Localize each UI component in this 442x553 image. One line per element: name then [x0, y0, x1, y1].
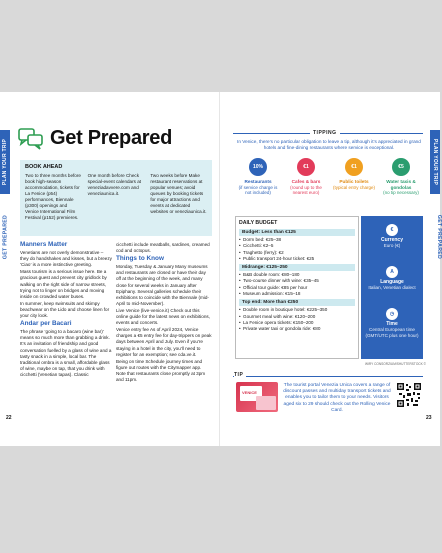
- page-number-left: 22: [6, 415, 12, 421]
- tip-note: (typical entry charge): [332, 184, 376, 190]
- clock-icon: ◷: [386, 308, 398, 320]
- budget-tier-midrange: Midrange: €125–250: [239, 264, 355, 271]
- tip-item-water-taxis: [378, 158, 424, 196]
- info-time: [361, 308, 423, 338]
- tipping-label: TIPPING: [310, 130, 340, 136]
- heading-things-to-know: Things to Know: [116, 255, 164, 263]
- info-value: Central European time (GMT/UTC plus one hour): [365, 327, 419, 338]
- tip-badge: €1: [297, 158, 315, 176]
- budget-item: • Traghetto (ferry): €2: [239, 250, 355, 256]
- side-section-label-left: GET PREPARED: [2, 214, 9, 260]
- budget-item: • Public transport 24-hour ticket: €25: [239, 256, 355, 262]
- budget-item: • La Fenice opera tickets: €150–200: [239, 320, 355, 326]
- budget-tier-top-end: Top end: More than €250: [239, 299, 355, 306]
- venice-card-image: [236, 382, 278, 412]
- budget-item: • Official tour guide: €85 per hour: [239, 285, 355, 291]
- budget-title: DAILY BUDGET: [239, 220, 278, 226]
- paragraph: Being on time Schedule journey times and figure out routes with the Citymapper app. Note that restaurants close promptly at 3pm and 11pm.: [116, 358, 206, 382]
- tip-note: (no tip necessary): [383, 190, 419, 196]
- budget-item: • Private water taxi or gondola ride: €80: [239, 326, 355, 332]
- tip-item-cafes: [283, 158, 329, 196]
- chat-bubbles-icon: [18, 128, 44, 150]
- tip-text: The tourist portal Venezia Unica covers a range of discount passes and multiday transport tickets and enables you to tailor them to your needs. Visitors aged six to 29 should check out the Rolling Venice Card.: [283, 383, 391, 413]
- budget-item: • Two-course dinner with wine: €35–45: [239, 278, 355, 284]
- tip-badge: €1: [345, 158, 363, 176]
- book-ahead-heading: BOOK AHEAD: [25, 164, 63, 170]
- paragraph: Live Venice (live-venice.it) Check out this online guide for the latest news on exhibitions, events and concerts.: [116, 307, 210, 326]
- photo-credit: WIRY CONSORZIUM/SHUTTERSTOCK ©: [365, 362, 426, 366]
- info-title: Language: [380, 279, 404, 285]
- info-title: Currency: [381, 237, 403, 243]
- daily-budget-box: [235, 216, 359, 359]
- page-number-right: 23: [426, 415, 432, 421]
- page-title: Get Prepared: [50, 127, 173, 149]
- tip-note: (if service charge is not included): [238, 184, 278, 196]
- tip-note: (round up to the nearest euro): [290, 184, 322, 196]
- budget-item: • Museum admission: €15–18: [239, 291, 355, 297]
- budget-item: • Cicchetti: €2–5: [239, 243, 355, 249]
- book-ahead-col-3: Two weeks before Make restaurant reservations at popular venues; avoid queues by booking tickets for major attractions and events at dedicated websites or veneziaunica.it.: [150, 173, 207, 214]
- info-currency: [361, 224, 423, 249]
- page-title-block: [18, 127, 172, 150]
- text-column-b: [116, 242, 212, 384]
- card-text: VENICE: [242, 390, 257, 395]
- book-ahead-box: [20, 160, 212, 236]
- budget-item: • Double room in boutique hotel: €225–350: [239, 307, 355, 313]
- tip-name: Public toilets: [339, 179, 369, 184]
- page-gutter: [219, 92, 220, 446]
- qr-code-icon: [397, 383, 421, 407]
- tip-rule: [233, 376, 423, 377]
- tip-badge: 10%: [249, 158, 267, 176]
- tipping-intro: In Venice, there’s no particular obligation to leave a tip, although it’s appreciated in grand hotels and fine-dining restaurants where service is exceptional.: [237, 139, 421, 150]
- tip-item-toilets: [331, 158, 377, 190]
- text-column-a: [20, 240, 112, 379]
- heading-andar-per-bacari: Andar per Bacari: [20, 320, 72, 328]
- tip-name: Cafes & bars: [291, 179, 321, 184]
- paragraph: Mass tourism is a serious issue here. Be a gracious guest and prevent city gridlock by walking on the right side of narrow streets, trying not to linger on bridges and moving inside on crowded water buses.: [20, 269, 107, 299]
- info-title: Time: [386, 321, 398, 327]
- budget-item: • Gourmet meal with wine: €120–200: [239, 314, 355, 320]
- budget-tier-budget: Budget: Less than €125: [239, 229, 355, 236]
- info-value: Euro (€): [383, 243, 401, 248]
- book-ahead-col-2: One month before Check special-event calendars at veneziadavvere.com and veneziaunica.it.: [87, 173, 142, 196]
- tip-label: TIP: [234, 372, 246, 378]
- paragraph: cicchetti include meatballs, sardines, creamed cod and octopus.: [116, 242, 210, 254]
- paragraph: Venice entry fee As of April 2024, Venice charges a €5 entry fee for day-trippers on peak days between April and July. Even if you’re staying in a hotel in the city, you’ll need to register for an exemption; see cda.ve.it.: [116, 327, 212, 357]
- heading-manners-matter: Manners Matter: [20, 241, 68, 248]
- quick-info-panel: [361, 216, 423, 359]
- guidebook-spread: [0, 92, 440, 446]
- paragraph: The phrase ‘going to a bacaro (wine bar)’ means so much more than grabbing a drink. It’s an invitation of friendship and good conversation fuelled by a glass of wine and a tasty snack in a simple, local bar. The traditional ombra is a small, affordable glass of wine, maybe on tap, that you drink with cicchetti (Venetian tapas). Classic: [20, 329, 112, 377]
- language-icon: A: [386, 266, 398, 278]
- book-ahead-col-1: Two to three months before book high-season accommodation, tickets for La Fenice (p54) performances, Biennale (p300) openings and Venice International Film Festival (p152) premieres.: [25, 173, 81, 220]
- side-tab-left: [0, 130, 10, 194]
- tip-name: Water taxis & gondolas: [386, 179, 416, 190]
- tip-item-restaurants: [235, 158, 281, 196]
- paragraph: Monday, Tuesday & January Many museums and restaurants are closed or have their day off at the beginning of the week, and many close for several weeks in January after Epiphany. Several galleries schedule their exhibitions to coincide with the Biennale (mid-April to mid-November).: [116, 264, 209, 306]
- side-tab-right-label: PLAN YOUR TRIP: [432, 138, 438, 186]
- paragraph: Venetians are not overly demonstrative – they do handshakes and kisses, but a breezy ‘Ciao’ is a more instinctive greeting.: [20, 250, 112, 268]
- tip-name: Restaurants: [244, 179, 272, 184]
- side-tab-left-label: PLAN YOUR TRIP: [2, 138, 8, 186]
- currency-icon: €: [386, 224, 398, 236]
- budget-item: • Dorm bed: €25–38: [239, 237, 355, 243]
- paragraph: In summer, keep swimsuits and skimpy beachwear on the Lido and choose linen for your city look.: [20, 300, 110, 319]
- side-section-label-right: GET PREPARED: [436, 214, 442, 260]
- budget-item: • B&B double room: €80–180: [239, 272, 355, 278]
- side-tab-right: [430, 130, 440, 194]
- tip-badge: €5: [392, 158, 410, 176]
- info-language: [361, 266, 423, 291]
- info-value: Italian, Venetian dialect: [368, 285, 416, 290]
